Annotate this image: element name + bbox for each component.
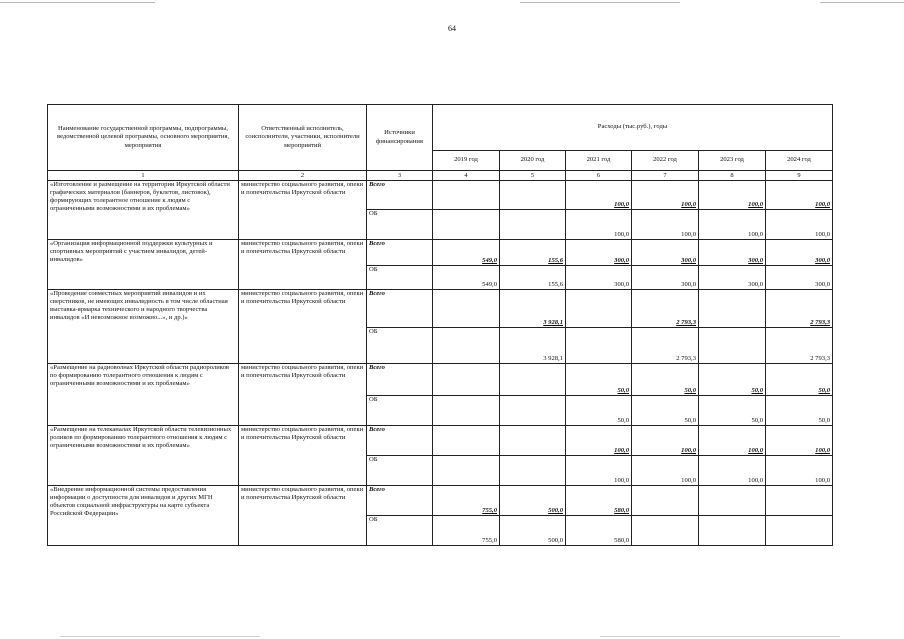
- table-row: [48, 290, 833, 328]
- column-number: 5: [500, 171, 566, 181]
- value-cell: 2 793,3: [632, 328, 699, 364]
- value-cell: 300,0: [566, 266, 632, 290]
- column-number: 7: [632, 171, 699, 181]
- value-cell: 50,0: [566, 364, 632, 396]
- source-total-label: Всего: [367, 486, 433, 516]
- header-executor: Ответственный исполнитель, соисполнители, участники, исполнители мероприятий: [239, 105, 367, 171]
- header-year: 2021 год: [566, 151, 632, 171]
- source-ob-label: ОБ: [367, 266, 433, 290]
- value-cell: 755,0: [433, 486, 500, 516]
- value-cell: [433, 181, 500, 210]
- activity-name: «Размещение на радиоволнах Иркутской области радиороликов по формированию толерантного отношения к людям с ограниченными возможностями и их проблемам»: [48, 364, 239, 426]
- value-cell: 300,0: [766, 266, 833, 290]
- value-cell: 500,0: [500, 486, 566, 516]
- source-total-label: Всего: [367, 181, 433, 210]
- value-cell: [699, 486, 766, 516]
- value-cell: 50,0: [699, 364, 766, 396]
- table-row: [48, 181, 833, 210]
- value-cell: 155,6: [500, 266, 566, 290]
- value-cell: 100,0: [699, 210, 766, 240]
- value-cell: 100,0: [566, 456, 632, 486]
- value-cell: [433, 290, 500, 328]
- scan-edge-line: [600, 636, 840, 637]
- value-cell: 300,0: [766, 240, 833, 266]
- column-number: 1: [48, 171, 239, 181]
- column-number: 4: [433, 171, 500, 181]
- value-cell: 2 793,3: [766, 328, 833, 364]
- value-cell: 100,0: [632, 210, 699, 240]
- table-row: [48, 426, 833, 456]
- value-cell: [632, 486, 699, 516]
- header-year: 2024 год: [766, 151, 833, 171]
- activity-executor: министерство социального развития, опеки и попечительства Иркутской области: [239, 486, 367, 546]
- page-number: 64: [448, 24, 456, 33]
- scan-edge-line: [60, 636, 260, 637]
- value-cell: 300,0: [632, 240, 699, 266]
- value-cell: [699, 290, 766, 328]
- value-cell: 100,0: [566, 426, 632, 456]
- value-cell: 100,0: [766, 456, 833, 486]
- value-cell: 50,0: [566, 396, 632, 426]
- value-cell: [500, 210, 566, 240]
- activity-name: «Проведение совместных мероприятий инвалидов и их сверстников, не имеющих инвалидность в том числе областная выставка-ярмарка технического и народного творчества инвалидов «И невозможное возможно...», и др.)»: [48, 290, 239, 364]
- table-row: [48, 486, 833, 516]
- header-year: 2023 год: [699, 151, 766, 171]
- header-expenses: Расходы (тыс.руб.), годы: [433, 105, 833, 151]
- value-cell: [500, 364, 566, 396]
- value-cell: 100,0: [699, 426, 766, 456]
- value-cell: [500, 181, 566, 210]
- value-cell: [500, 456, 566, 486]
- value-cell: 100,0: [566, 181, 632, 210]
- source-total-label: Всего: [367, 426, 433, 456]
- source-ob-label: ОБ: [367, 516, 433, 546]
- value-cell: 500,0: [500, 516, 566, 546]
- value-cell: [632, 516, 699, 546]
- source-ob-label: ОБ: [367, 328, 433, 364]
- scan-edge-line: [820, 2, 904, 3]
- source-total-label: Всего: [367, 290, 433, 328]
- value-cell: 300,0: [632, 266, 699, 290]
- value-cell: 3 928,1: [500, 328, 566, 364]
- source-total-label: Всего: [367, 364, 433, 396]
- header-sources: Источники финансирования: [367, 105, 433, 171]
- value-cell: [433, 456, 500, 486]
- value-cell: 100,0: [766, 181, 833, 210]
- value-cell: 549,0: [433, 266, 500, 290]
- activity-executor: министерство социального развития, опеки и попечительства Иркутской области: [239, 240, 367, 290]
- budget-table: [47, 104, 833, 546]
- table-row: [48, 240, 833, 266]
- activity-executor: министерство социального развития, опеки и попечительства Иркутской области: [239, 426, 367, 486]
- value-cell: 100,0: [699, 181, 766, 210]
- value-cell: 50,0: [766, 396, 833, 426]
- value-cell: [433, 364, 500, 396]
- value-cell: 3 928,1: [500, 290, 566, 328]
- value-cell: [766, 516, 833, 546]
- value-cell: 100,0: [632, 181, 699, 210]
- column-number: 8: [699, 171, 766, 181]
- source-total-label: Всего: [367, 240, 433, 266]
- value-cell: 50,0: [632, 364, 699, 396]
- value-cell: [766, 486, 833, 516]
- value-cell: 580,0: [566, 486, 632, 516]
- column-number: 3: [367, 171, 433, 181]
- column-number: 6: [566, 171, 632, 181]
- activity-name: «Внедрение информационной системы предоставления информации о доступности для инвалидов и других МГН объектов социальной инфраструктуры на карте субъекта Российской Федерации»: [48, 486, 239, 546]
- value-cell: 100,0: [766, 426, 833, 456]
- header-year: 2020 год: [500, 151, 566, 171]
- activity-name: «Размещение на телеканалах Иркутской области телевизионных роликов по формированию толерантного отношения к людям с ограниченными возможностями и их проблемам»: [48, 426, 239, 486]
- activity-name: «Изготовление и размещение на территории Иркутской области графических материалов (баннеров, буклетов, листовок), формирующих толерантное отношение к людям с ограниченными возможностями и их проблемам»: [48, 181, 239, 240]
- value-cell: 2 793,3: [766, 290, 833, 328]
- value-cell: [433, 210, 500, 240]
- value-cell: 100,0: [632, 456, 699, 486]
- scan-edge-line: [520, 2, 680, 3]
- source-ob-label: ОБ: [367, 210, 433, 240]
- value-cell: [433, 328, 500, 364]
- header-year: 2019 год: [433, 151, 500, 171]
- value-cell: 50,0: [699, 396, 766, 426]
- value-cell: 100,0: [766, 210, 833, 240]
- column-number: 2: [239, 171, 367, 181]
- header-year: 2022 год: [632, 151, 699, 171]
- source-ob-label: ОБ: [367, 456, 433, 486]
- value-cell: [566, 290, 632, 328]
- activity-executor: министерство социального развития, опеки и попечительства Иркутской области: [239, 364, 367, 426]
- activity-executor: министерство социального развития, опеки и попечительства Иркутской области: [239, 290, 367, 364]
- value-cell: [500, 426, 566, 456]
- value-cell: 50,0: [766, 364, 833, 396]
- value-cell: 100,0: [566, 210, 632, 240]
- value-cell: 300,0: [566, 240, 632, 266]
- value-cell: [699, 516, 766, 546]
- value-cell: [500, 396, 566, 426]
- value-cell: 755,0: [433, 516, 500, 546]
- header-name: Наименование государственной программы, подпрограммы, ведомственной целевой программы, основного мероприятия, мероприятия: [48, 105, 239, 171]
- value-cell: 2 793,3: [632, 290, 699, 328]
- table-row: [48, 364, 833, 396]
- activity-name: «Организация информационной поддержки культурных и спортивных мероприятий с участием инвалидов, детей-инвалидов»: [48, 240, 239, 290]
- activity-executor: министерство социального развития, опеки и попечительства Иркутской области: [239, 181, 367, 240]
- value-cell: 549,0: [433, 240, 500, 266]
- value-cell: 300,0: [699, 266, 766, 290]
- value-cell: 580,0: [566, 516, 632, 546]
- source-ob-label: ОБ: [367, 396, 433, 426]
- value-cell: 300,0: [699, 240, 766, 266]
- value-cell: [433, 426, 500, 456]
- value-cell: 100,0: [632, 426, 699, 456]
- scan-edge-line: [0, 2, 155, 3]
- value-cell: [699, 328, 766, 364]
- column-number: 9: [766, 171, 833, 181]
- value-cell: 50,0: [632, 396, 699, 426]
- value-cell: [433, 396, 500, 426]
- value-cell: [566, 328, 632, 364]
- value-cell: 155,6: [500, 240, 566, 266]
- value-cell: 100,0: [699, 456, 766, 486]
